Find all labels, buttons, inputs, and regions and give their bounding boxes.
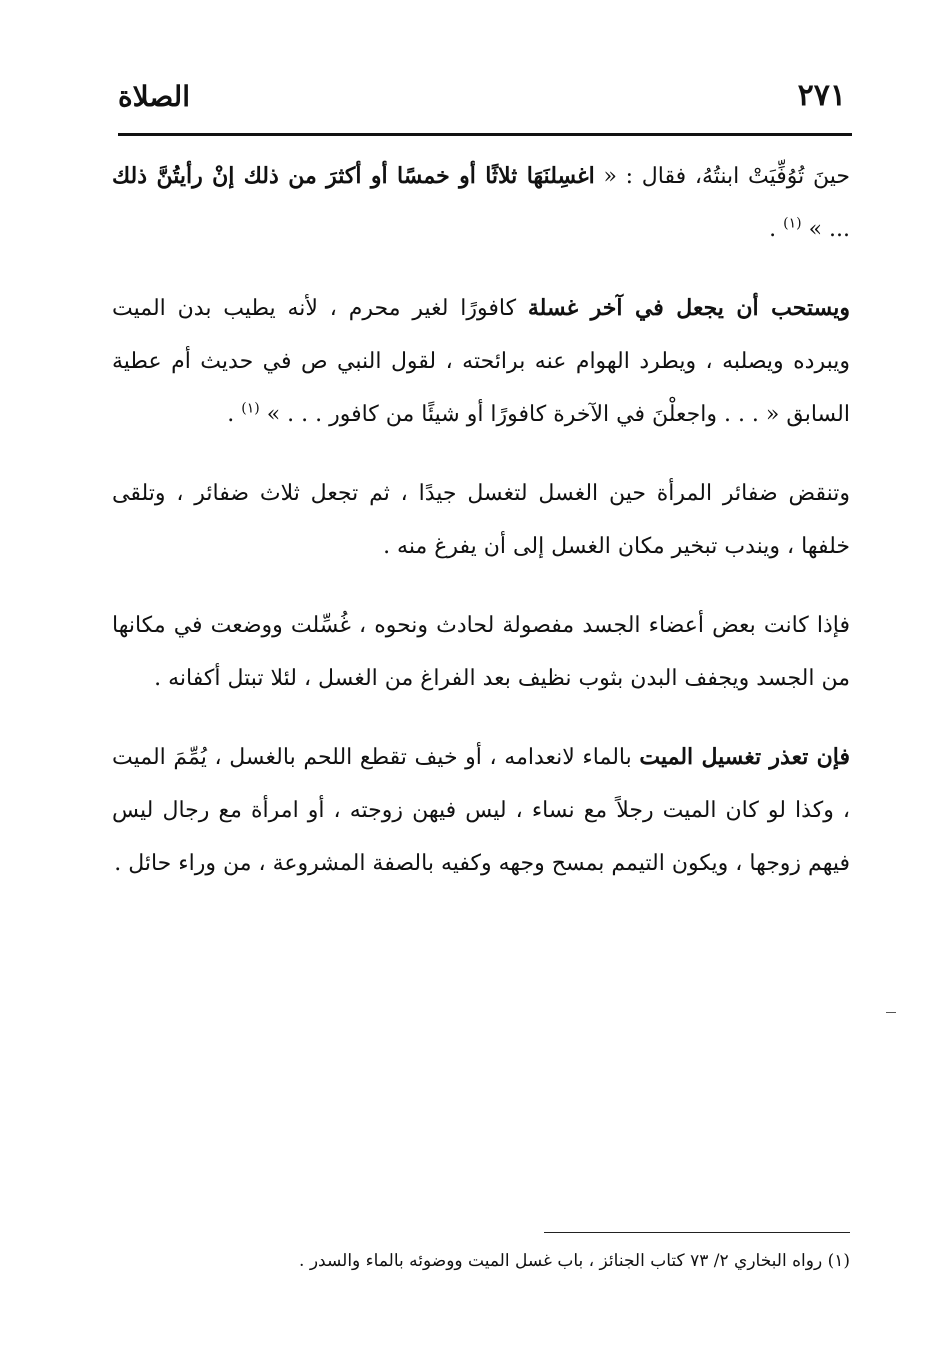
paragraph-3 [112,467,850,573]
paragraph-2-bold-lead: ويستحب أن يجعل في آخر غسلة [527,295,850,321]
footnote-ref: (١) [241,400,260,417]
paragraph-5-text: بالماء لانعدامه ، أو خيف تقطع اللحم بالغسل ، يُمِّمَ الميت ، وكذا لو كان الميت رجلاً مع نساء ، ليس فيهن زوجته ، أو امرأة مع رجال ليس فيهم زوجها ، ويكون التيمم بمسح وجهه وكفيه بالصفة المشروعة ، من وراء حائل . [112,745,850,876]
paragraph-1-text-c: . [769,217,784,242]
paragraph-2 [112,282,850,441]
paragraph-5 [112,731,850,890]
hadith-quote-bold: اغسِلنَهَا ثلاثًا أو خمسًا أو أكثرَ من ذلك إنْ رأيتُنَّ ذلك [112,163,595,189]
paragraph-2-text: كافورًا لغير محرم ، لأنه يطيب بدن الميت ويبرده ويصلبه ، ويطرد الهوام عنه برائحته ، لقول النبي ص في حديث أم عطية السابق « . . . واجعلْنَ في الآخرة كافورًا أو شيئًا من كافور . . . » [112,296,850,427]
paragraph-3-text: وتنقض ضفائر المرأة حين الغسل لتغسل جيدًا ، ثم تجعل ثلاث ضفائر ، وتلقى خلفها ، ويندب تبخير مكان الغسل إلى أن يفرغ منه . [112,481,850,559]
page-number: ٢٧١ [797,78,846,113]
header-divider [118,133,852,136]
footnote-ref: (١) [783,215,802,232]
footnote-divider [544,1232,850,1233]
paragraph-1 [112,150,850,256]
paragraph-1-text-a: حينَ تُوُفِّيَتْ ابنتُهُ، فقال : « [594,164,850,189]
footnote: (١) رواه البخاري ٢/ ٧٣ كتاب الجنائز ، باب غسل الميت ووضوئه بالماء والسدر . [299,1251,850,1271]
paragraph-5-bold-lead: فإن تعذر تغسيل الميت [639,744,850,770]
paragraph-4 [112,599,850,705]
margin-mark [886,1012,896,1013]
paragraph-2-text-end: . [227,402,242,427]
paragraph-4-text: فإذا كانت بعض أعضاء الجسد مفصولة لحادث ونحوه ، غُسِّلت ووضعت في مكانها من الجسد ويجفف البدن بثوب نظيف بعد الفراغ من الغسل ، لئلا تبتل أكفانه . [112,613,850,691]
main-text [112,150,850,916]
running-header-title: الصلاة [118,80,190,113]
paragraph-1-text-b: ... » [808,217,850,242]
